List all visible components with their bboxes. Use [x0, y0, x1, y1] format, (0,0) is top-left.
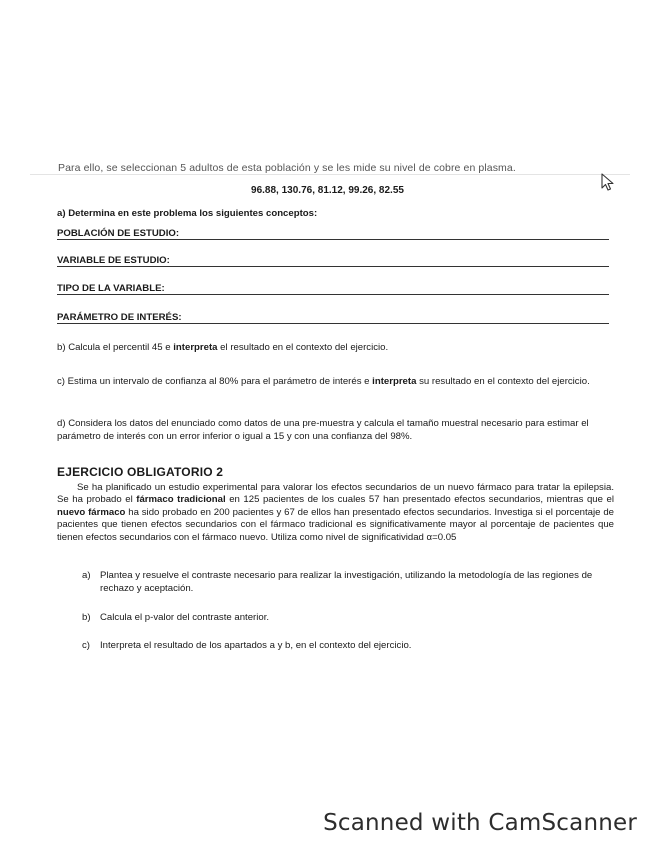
question-c-bold: interpreta: [372, 376, 417, 387]
exercise-statement: [57, 482, 614, 544]
statement-part: Se ha planificado un estudio experimental para valorar los efectos secundarios de un nuevo fármaco para tratar la epilepsia. Se ha probado el: [57, 482, 614, 506]
item-label: c): [82, 640, 90, 651]
question-b-bold: interpreta: [173, 342, 218, 353]
item-label: b): [82, 612, 91, 623]
question-c-text: c) Estima un intervalo de confianza al 80% para el parámetro de interés e: [57, 376, 373, 387]
exercise-title: EJERCICIO OBLIGATORIO 2: [57, 465, 224, 479]
question-c-text-end: su resultado en el contexto del ejercicio.: [416, 376, 590, 387]
statement-bold-traditional: fármaco tradicional: [136, 494, 226, 506]
question-a: a) Determina en este problema los siguientes conceptos:: [57, 208, 318, 219]
question-c: [57, 376, 617, 389]
field-label: VARIABLE DE ESTUDIO:: [57, 255, 170, 266]
data-values: 96.88, 130.76, 81.12, 99.26, 82.55: [251, 185, 404, 196]
question-b: [57, 342, 617, 355]
cropped-text-line: [58, 162, 618, 174]
field-parametro[interactable]: [57, 312, 609, 326]
field-poblacion[interactable]: [57, 228, 609, 242]
answer-line: [57, 294, 609, 295]
field-variable[interactable]: [57, 255, 609, 269]
field-label: POBLACIÓN DE ESTUDIO:: [57, 228, 180, 239]
field-tipo[interactable]: [57, 283, 609, 297]
question-b-text: b) Calcula el percentil 45 e: [57, 342, 174, 353]
statement-part: ha sido probado en 200 pacientes y 67 de ellos han presentado efectos secundarios. Investiga si el porcentaje de pacientes que tienen efectos secundarios con el fármaco tradicional es significativamente mayor al porcentaje de pacientes que tienen efectos secundarios con el fármaco nuevo. Utiliza como nivel de significatividad α=0.05: [57, 506, 614, 543]
item-label: a): [82, 570, 91, 581]
camscanner-watermark: Scanned with CamScanner: [323, 810, 637, 836]
cropped-text: Para ello, se seleccionan 5 adultos de esta población y se les mide su nivel de cobre en plasma.: [58, 162, 516, 174]
answer-line: [57, 266, 609, 267]
page-edge-divider: [30, 174, 630, 175]
field-label: TIPO DE LA VARIABLE:: [57, 283, 165, 294]
item-text: Interpreta el resultado de los apartados a y b, en el contexto del ejercicio.: [100, 640, 412, 651]
field-label: PARÁMETRO DE INTERÉS:: [57, 312, 182, 323]
answer-line: [57, 239, 609, 240]
answer-line: [57, 323, 609, 324]
statement-part: en 125 pacientes de los cuales 57 han presentado efectos secundarios, mientras que el: [225, 494, 614, 506]
question-d: d) Considera los datos del enunciado como datos de una pre-muestra y calcula el tamaño muestral necesario para estimar el parámetro de interés con un error inferior o igual a 15 y con una confianza del 98%.: [57, 418, 589, 442]
item-text: Calcula el p-valor del contraste anterior.: [100, 612, 270, 623]
item-text: Plantea y resuelve el contraste necesario para realizar la investigación, utilizando la metodología de las regiones de rechazo y aceptación.: [100, 570, 593, 594]
question-b-text-end: el resultado en el contexto del ejercicio.: [217, 342, 389, 353]
statement-bold-new: nuevo fármaco: [57, 506, 126, 518]
